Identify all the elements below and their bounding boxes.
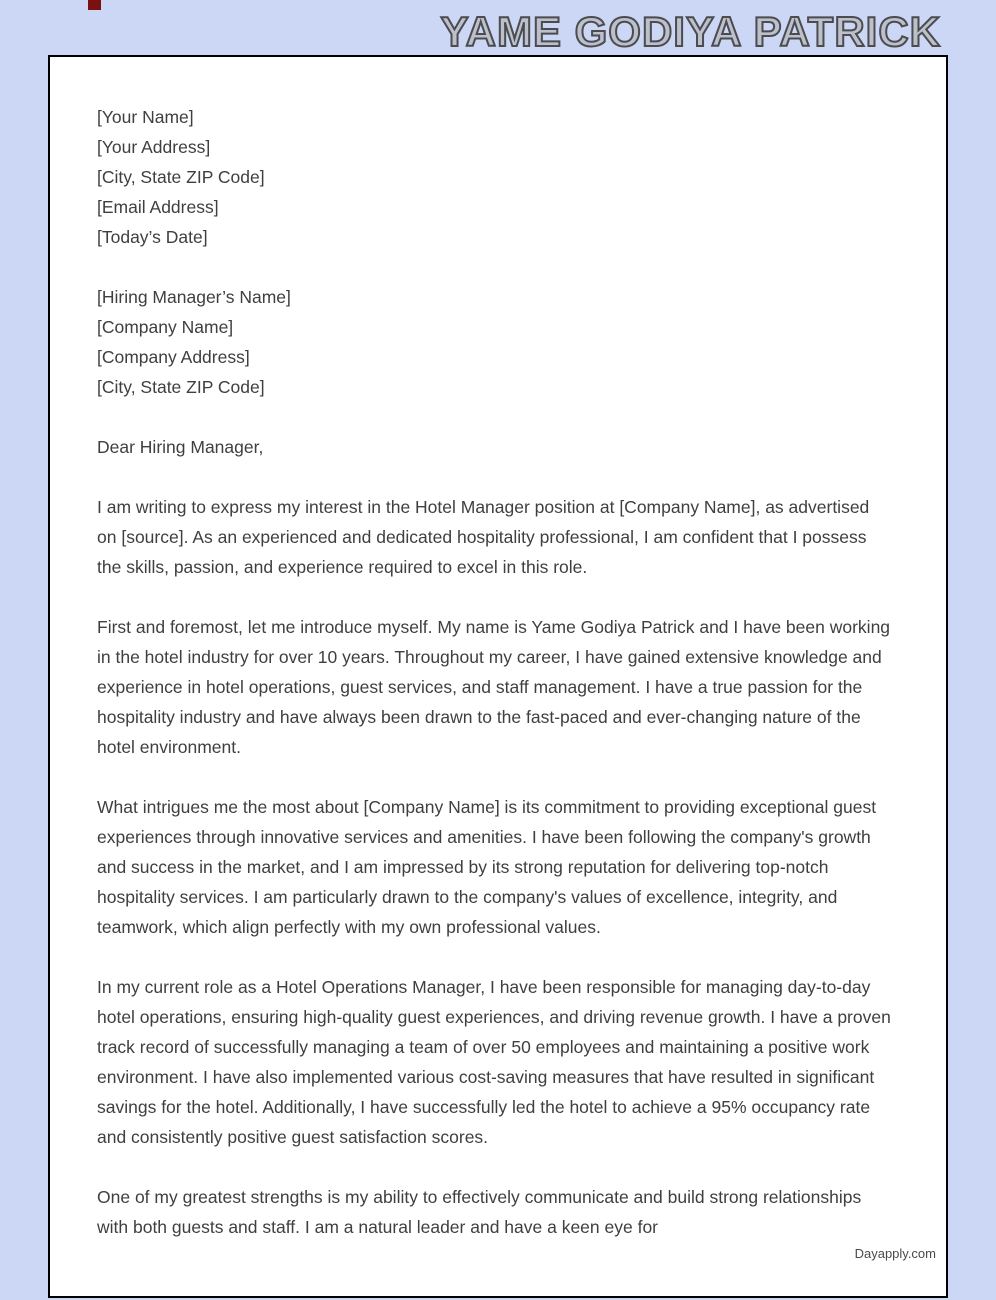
- recipient-line: [Company Name]: [97, 317, 234, 337]
- paragraph: I am writing to express my interest in the Hotel Manager position at [Company Name], as advertised on [source]. As an experienced and dedicated hospitality professional, I am confident that I possess the skills, passion, and experience required to excel in this role.: [97, 497, 870, 577]
- sender-address-block: [97, 102, 891, 252]
- salutation: Dear Hiring Manager,: [97, 437, 264, 457]
- sender-line: [Today’s Date]: [97, 227, 208, 247]
- paragraph: What intrigues me the most about [Company Name] is its commitment to providing exceptional guest experiences through innovative services and amenities. I have been following the company's growth and success in the market, and I am impressed by its strong reputation for delivering top-notch hospitality services. I am particularly drawn to the company's values of excellence, integrity, and teamwork, which align perfectly with my own professional values.: [97, 797, 877, 937]
- sender-line: [City, State ZIP Code]: [97, 167, 265, 187]
- recipient-address-block: [97, 282, 891, 402]
- sender-line: [Email Address]: [97, 197, 219, 217]
- paragraph: First and foremost, let me introduce myself. My name is Yame Godiya Patrick and I have been working in the hotel industry for over 10 years. Throughout my career, I have gained extensive knowledge and experience in hotel operations, guest services, and staff management. I have a true passion for the hospitality industry and have always been drawn to the fast-paced and ever-changing nature of the hotel environment.: [97, 617, 891, 757]
- sender-line: [Your Name]: [97, 107, 194, 127]
- letter-page: [48, 55, 948, 1298]
- corner-mark: [88, 0, 101, 10]
- recipient-line: [Hiring Manager’s Name]: [97, 287, 291, 307]
- paragraph: One of my greatest strengths is my ability to effectively communicate and build strong relationships with both guests and staff. I am a natural leader and have a keen eye for: [97, 1187, 862, 1237]
- sender-line: [Your Address]: [97, 137, 211, 157]
- watermark: Dayapply.com: [854, 1246, 936, 1261]
- page-title: YAME GODIYA PATRICK: [440, 8, 941, 55]
- recipient-line: [City, State ZIP Code]: [97, 377, 265, 397]
- letter-body: [50, 57, 946, 1242]
- paragraph: In my current role as a Hotel Operations Manager, I have been responsible for managing day-to-day hotel operations, ensuring high-quality guest experiences, and driving revenue growth. I have a proven track record of successfully managing a team of over 50 employees and maintaining a positive work environment. I have also implemented various cost-saving measures that have resulted in significant savings for the hotel. Additionally, I have successfully led the hotel to achieve a 95% occupancy rate and consistently positive guest satisfaction scores.: [97, 977, 891, 1147]
- recipient-line: [Company Address]: [97, 347, 250, 367]
